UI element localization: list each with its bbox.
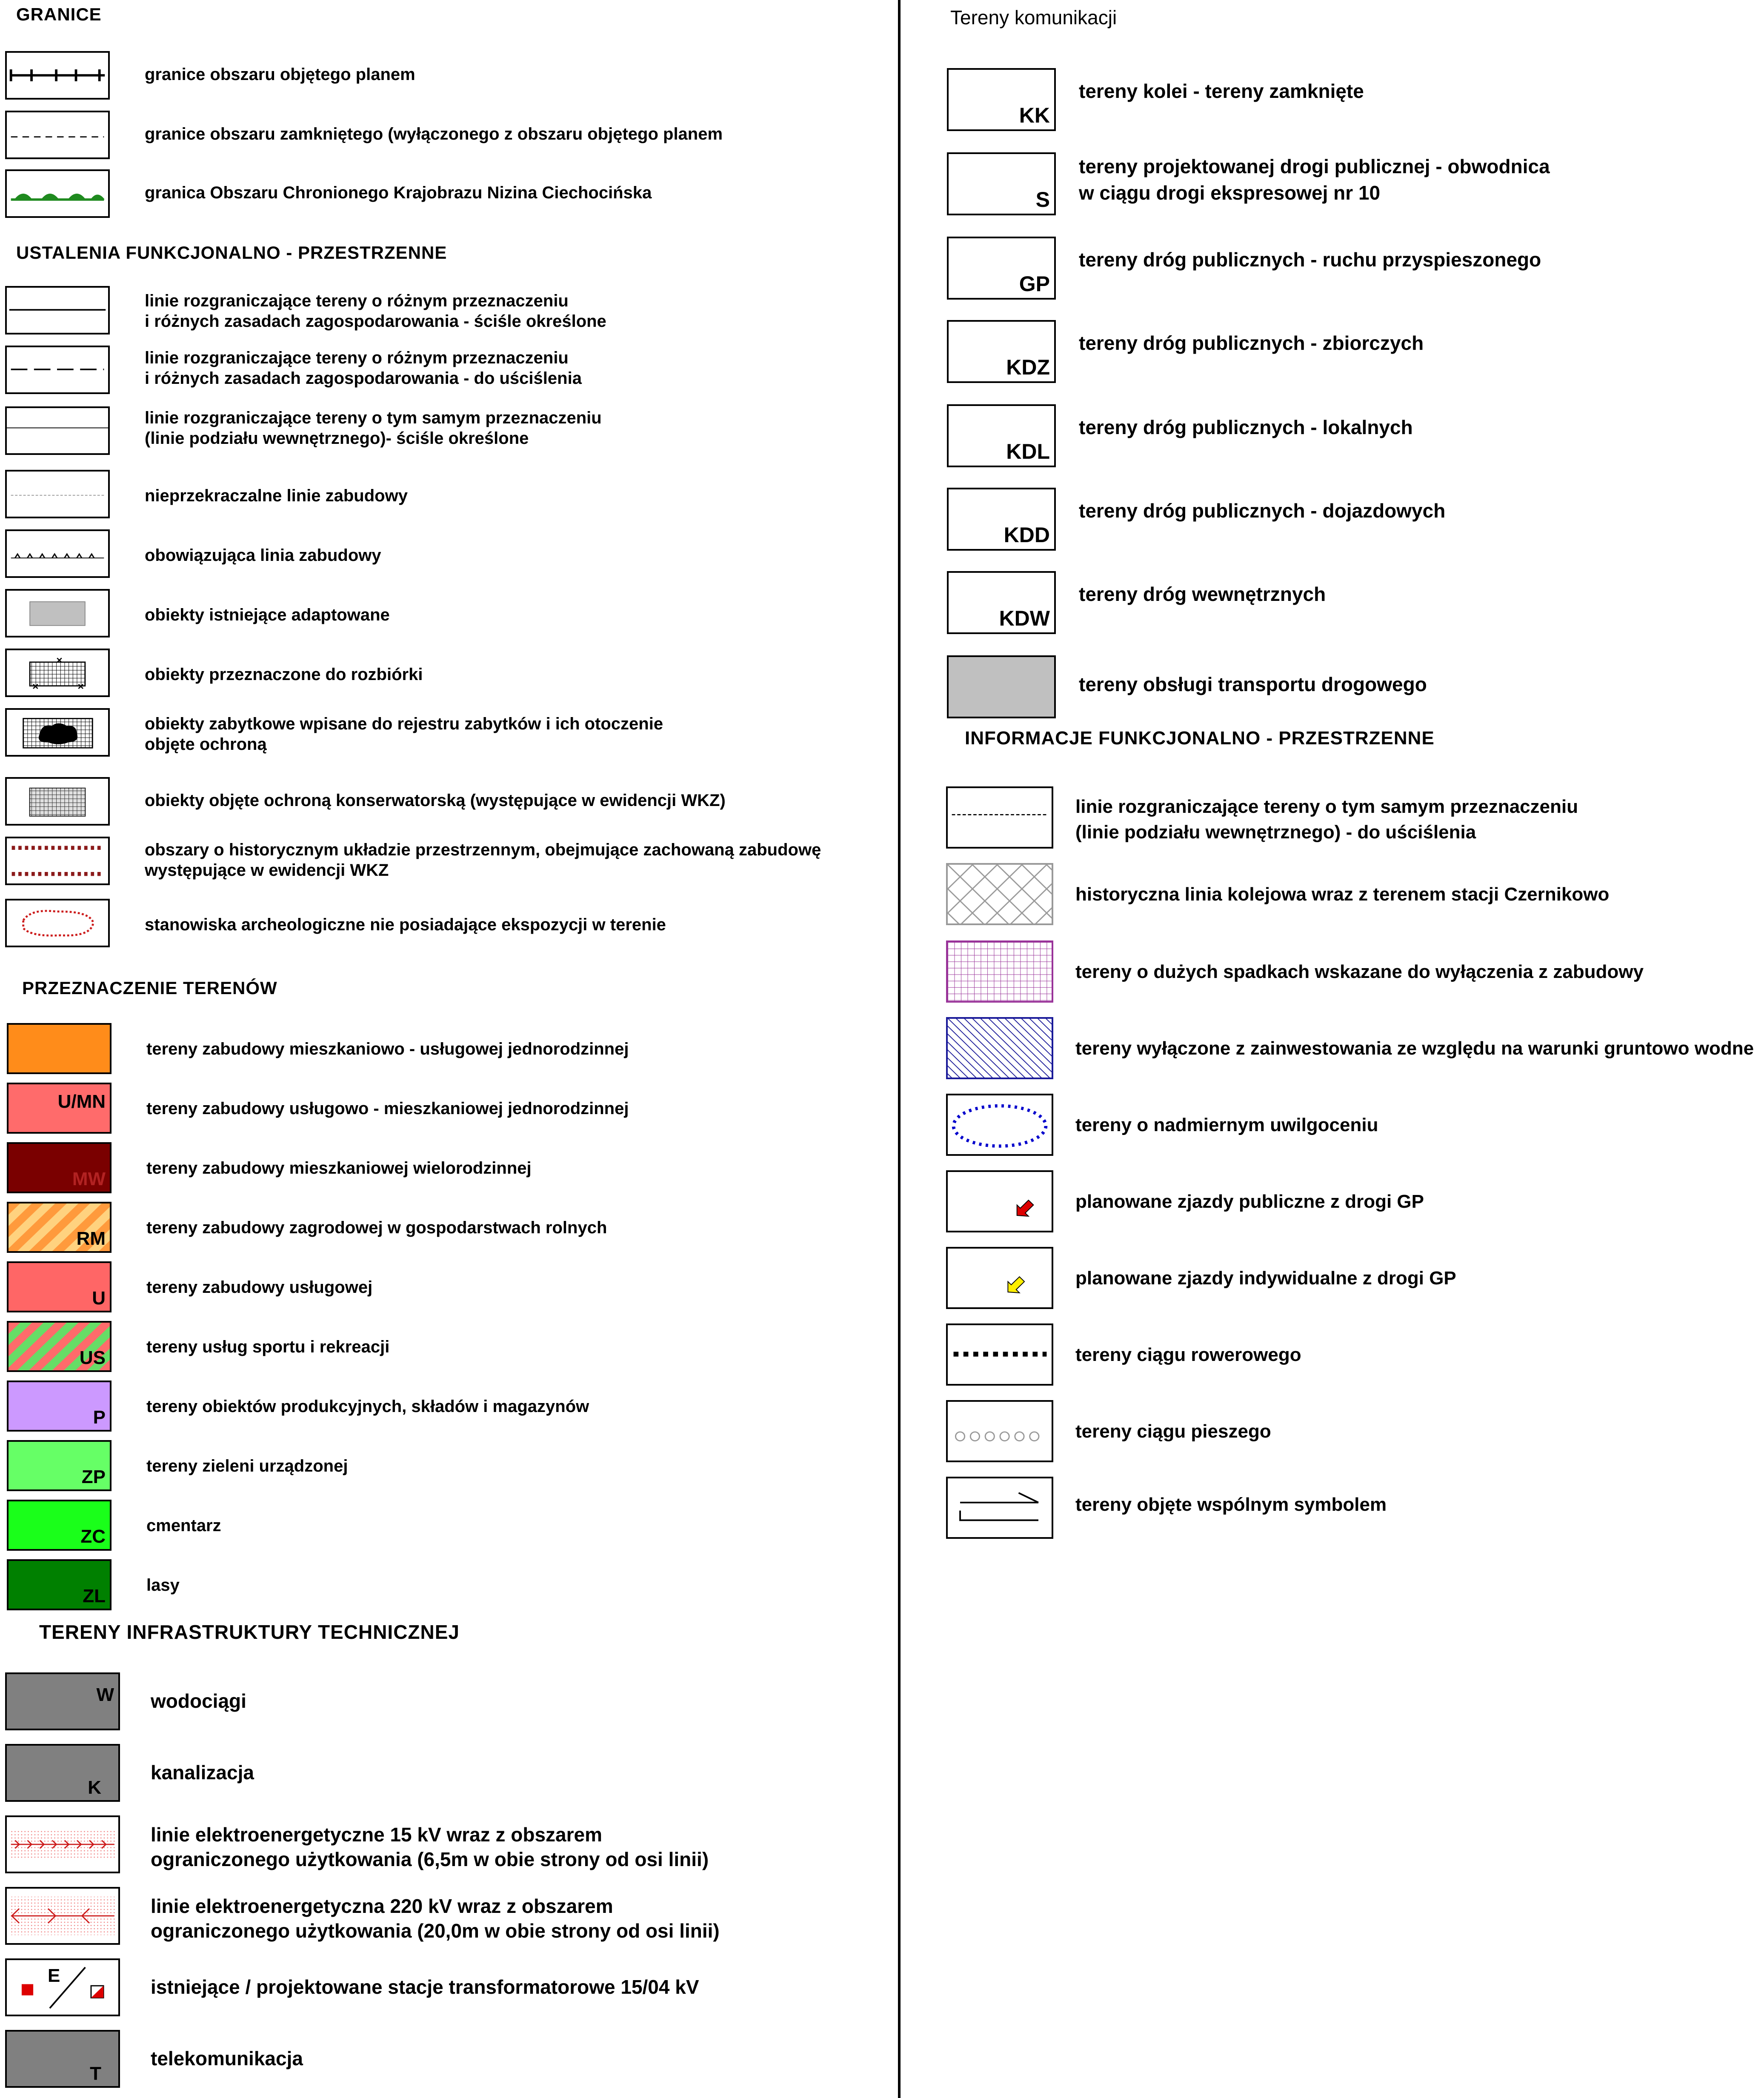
legend-label: granice obszaru objętego planem bbox=[145, 65, 415, 84]
internal-line-swatch bbox=[5, 406, 110, 455]
water-supply-swatch bbox=[5, 1672, 120, 1730]
steep-slopes-swatch bbox=[946, 940, 1053, 1003]
archaeological-sites-swatch bbox=[5, 899, 110, 947]
infra-code: K bbox=[88, 1777, 101, 1798]
legend-label: nieprzekraczalne linie zabudowy bbox=[145, 486, 408, 505]
legend-label-2: ograniczonego użytkowania (20,0m w obie strony od osi linii) bbox=[151, 1920, 720, 1942]
legend-label: tereny ciągu rowerowego bbox=[1075, 1344, 1301, 1365]
registered-monuments-swatch bbox=[5, 708, 110, 757]
legend-label: istniejące / projektowane stacje transformatorowe 15/04 kV bbox=[151, 1976, 699, 1998]
zc-zone-swatch bbox=[7, 1500, 112, 1551]
existing-objects-swatch bbox=[5, 589, 110, 637]
legend-label: tereny zabudowy mieszkaniowo - usługowej jednorodzinnej bbox=[146, 1040, 629, 1058]
legend-label: obowiązująca linia zabudowy bbox=[145, 546, 381, 565]
legend-label: cmentarz bbox=[146, 1516, 221, 1535]
infra-code: W bbox=[96, 1684, 114, 1705]
transformer-stations-swatch bbox=[5, 1958, 120, 2016]
svg-text:×: × bbox=[32, 681, 39, 692]
line-approx-swatch bbox=[5, 346, 110, 394]
telecommunications-swatch bbox=[5, 2030, 120, 2088]
legend-label: historyczna linia kolejowa wraz z terenem stacji Czernikowo bbox=[1075, 884, 1610, 905]
mandatory-building-line-swatch bbox=[5, 529, 110, 578]
svg-text:×: × bbox=[56, 655, 63, 666]
infra-code: T bbox=[90, 2063, 101, 2084]
legend-label: lasy bbox=[146, 1576, 180, 1595]
individual-exits-swatch bbox=[946, 1247, 1053, 1309]
legend-label: tereny zabudowy usługowo - mieszkaniowej jednorodzinnej bbox=[146, 1099, 629, 1118]
section-title-ustalenia: USTALENIA FUNKCJONALNO - PRZESTRZENNE bbox=[16, 243, 447, 263]
us-zone-swatch bbox=[7, 1321, 112, 1372]
legend-label-1: tereny projektowanej drogi publicznej - obwodnica bbox=[1079, 155, 1550, 177]
legend-label-2: (linie podziału wewnętrznego) - do uściślenia bbox=[1075, 822, 1476, 843]
mw-zone-swatch bbox=[7, 1142, 112, 1193]
kdz-swatch bbox=[947, 320, 1056, 383]
zone-code: RM bbox=[76, 1228, 106, 1249]
legend-label-2: (linie podziału wewnętrznego)- ściśle określone bbox=[145, 429, 529, 448]
legend-label-2: i różnych zasadach zagospodarowania - do uściślenia bbox=[145, 369, 582, 388]
legend-label-1: linie rozgraniczające tereny o różnym przeznaczeniu bbox=[145, 292, 569, 310]
zp-zone-swatch bbox=[7, 1440, 112, 1491]
zone-code: U bbox=[92, 1288, 106, 1309]
zone-code: ZL bbox=[83, 1586, 106, 1606]
road-code: KK bbox=[1019, 103, 1050, 127]
kdw-swatch bbox=[947, 571, 1056, 634]
legend-label: tereny zabudowy mieszkaniowej wielorodzinnej bbox=[146, 1159, 532, 1178]
legend-label: tereny obiektów produkcyjnych, składów i magazynów bbox=[146, 1397, 589, 1416]
legend-label: wodociągi bbox=[151, 1690, 246, 1712]
legend-label: tereny dróg publicznych - lokalnych bbox=[1079, 416, 1413, 438]
road-transport-swatch bbox=[947, 655, 1056, 718]
legend-label-2: objęte ochroną bbox=[145, 735, 267, 754]
section-title-przeznaczenie: PRZEZNACZENIE TERENÓW bbox=[22, 978, 277, 998]
road-code: KDD bbox=[1004, 523, 1050, 547]
legend-label: planowane zjazdy publiczne z drogi GP bbox=[1075, 1191, 1424, 1212]
internal-line-approx-swatch bbox=[946, 786, 1053, 849]
legend-label-2: i różnych zasadach zagospodarowania - ściśle określone bbox=[145, 312, 606, 331]
demolition-objects-swatch bbox=[5, 649, 110, 697]
zone-code: P bbox=[93, 1407, 106, 1428]
u-zone-swatch bbox=[7, 1261, 112, 1312]
max-building-line-swatch bbox=[5, 470, 110, 518]
legend-label-1: linie rozgraniczające tereny o tym samym przeznaczeniu bbox=[1075, 796, 1578, 817]
legend-label: tereny zabudowy zagrodowej w gospodarstwach rolnych bbox=[146, 1218, 607, 1237]
legend-label: tereny objęte wspólnym symbolem bbox=[1075, 1494, 1387, 1515]
s-swatch bbox=[947, 152, 1056, 215]
legend-label: planowane zjazdy indywidualne z drogi GP bbox=[1075, 1268, 1456, 1289]
section-title-infrastruktura: TERENY INFRASTRUKTURY TECHNICZNEJ bbox=[39, 1621, 460, 1643]
mn-zone-swatch bbox=[7, 1023, 112, 1074]
legend-label-2: występujące w ewidencji WKZ bbox=[145, 861, 389, 880]
zone-code: US bbox=[79, 1347, 106, 1368]
p-zone-swatch bbox=[7, 1381, 112, 1432]
section-title-granice: GRANICE bbox=[16, 4, 102, 24]
umn-zone-swatch bbox=[7, 1083, 112, 1134]
zone-code: ZC bbox=[80, 1526, 106, 1547]
legend-label-1: linie rozgraniczające tereny o tym samym przeznaczeniu bbox=[145, 409, 602, 427]
gp-swatch bbox=[947, 237, 1056, 300]
rm-zone-swatch bbox=[7, 1202, 112, 1253]
common-symbol-swatch bbox=[946, 1477, 1053, 1539]
line-exact-swatch bbox=[5, 286, 110, 334]
legend-label: tereny obsługi transportu drogowego bbox=[1079, 673, 1427, 695]
power-line-15kv-swatch bbox=[5, 1815, 120, 1873]
conservation-objects-swatch bbox=[5, 777, 110, 826]
legend-label: tereny kolei - tereny zamknięte bbox=[1079, 80, 1364, 102]
section-title-informacje: INFORMACJE FUNKCJONALNO - PRZESTRZENNE bbox=[965, 728, 1435, 749]
svg-text:×: × bbox=[77, 681, 84, 692]
zone-code: MW bbox=[72, 1169, 106, 1189]
ground-water-swatch bbox=[946, 1017, 1053, 1079]
legend-label: granice obszaru zamkniętego (wyłączonego z obszaru objętego planem bbox=[145, 125, 723, 143]
closed-boundary-swatch bbox=[5, 111, 110, 159]
power-line-220kv-swatch bbox=[5, 1887, 120, 1945]
legend-label: tereny dróg publicznych - zbiorczych bbox=[1079, 332, 1424, 354]
zl-zone-swatch bbox=[7, 1559, 112, 1610]
sewage-swatch bbox=[5, 1744, 120, 1802]
legend-label: tereny wyłączone z zainwestowania ze względu na warunki gruntowo wodne bbox=[1075, 1038, 1754, 1059]
infra-code: E bbox=[48, 1965, 60, 1986]
historic-railway-swatch bbox=[946, 863, 1053, 925]
section-title-komunikacja: Tereny komunikacji bbox=[950, 6, 1117, 29]
legend-label: stanowiska archeologiczne nie posiadające ekspozycji w terenie bbox=[145, 915, 666, 934]
legend-label: tereny dróg publicznych - dojazdowych bbox=[1079, 500, 1446, 522]
zone-code: ZP bbox=[81, 1466, 106, 1487]
column-divider bbox=[898, 0, 901, 2098]
road-code: GP bbox=[1019, 272, 1050, 296]
legend-label: tereny zabudowy usługowej bbox=[146, 1278, 373, 1297]
pedestrian-path-swatch bbox=[946, 1400, 1053, 1462]
kk-swatch bbox=[947, 68, 1056, 131]
landscape-boundary-swatch bbox=[5, 169, 110, 218]
legend-label: obiekty istniejące adaptowane bbox=[145, 606, 390, 624]
excess-moisture-swatch bbox=[946, 1094, 1053, 1156]
legend-label-1: linie rozgraniczające tereny o różnym przeznaczeniu bbox=[145, 349, 569, 367]
bicycle-path-swatch bbox=[946, 1323, 1053, 1386]
legend-label: tereny ciągu pieszego bbox=[1075, 1421, 1271, 1442]
legend-label: telekomunikacja bbox=[151, 2047, 303, 2069]
legend-label: kanalizacja bbox=[151, 1761, 254, 1784]
road-code: KDW bbox=[999, 606, 1050, 630]
kdl-swatch bbox=[947, 404, 1056, 467]
legend-label-1: obiekty zabytkowe wpisane do rejestru zabytków i ich otoczenie bbox=[145, 715, 663, 733]
legend-label: obiekty objęte ochroną konserwatorską (występujące w ewidencji WKZ) bbox=[145, 791, 726, 810]
legend-label: tereny dróg wewnętrznych bbox=[1079, 583, 1326, 605]
legend-label: tereny o dużych spadkach wskazane do wyłączenia z zabudowy bbox=[1075, 961, 1644, 982]
legend-label: tereny o nadmiernym uwilgoceniu bbox=[1075, 1115, 1378, 1135]
legend-label-1: linie elektroenergetyczna 220 kV wraz z obszarem bbox=[151, 1895, 613, 1917]
public-exits-swatch bbox=[946, 1170, 1053, 1232]
legend-label-2: w ciągu drogi ekspresowej nr 10 bbox=[1079, 182, 1381, 204]
kdd-swatch bbox=[947, 488, 1056, 551]
right-legend-column bbox=[904, 0, 1764, 2098]
legend-label-1: linie elektroenergetyczne 15 kV wraz z obszarem bbox=[151, 1824, 603, 1846]
road-code: KDL bbox=[1006, 440, 1050, 463]
legend-label: tereny usług sportu i rekreacji bbox=[146, 1338, 390, 1356]
road-code: KDZ bbox=[1006, 355, 1050, 379]
road-code: S bbox=[1035, 188, 1050, 212]
zone-code: U/MN bbox=[57, 1091, 106, 1112]
legend-label-1: obszary o historycznym układzie przestrzennym, obejmujące zachowaną zabudowę bbox=[145, 840, 821, 859]
legend-label: obiekty przeznaczone do rozbiórki bbox=[145, 665, 423, 684]
legend-label: granica Obszaru Chronionego Krajobrazu Nizina Ciechocińska bbox=[145, 183, 652, 202]
plan-boundary-swatch bbox=[5, 51, 110, 100]
legend-label: tereny zieleni urządzonej bbox=[146, 1457, 348, 1475]
legend-label-2: ograniczonego użytkowania (6,5m w obie strony od osi linii) bbox=[151, 1848, 709, 1870]
historic-layout-swatch bbox=[5, 837, 110, 885]
legend-label: tereny dróg publicznych - ruchu przyspieszonego bbox=[1079, 249, 1541, 271]
